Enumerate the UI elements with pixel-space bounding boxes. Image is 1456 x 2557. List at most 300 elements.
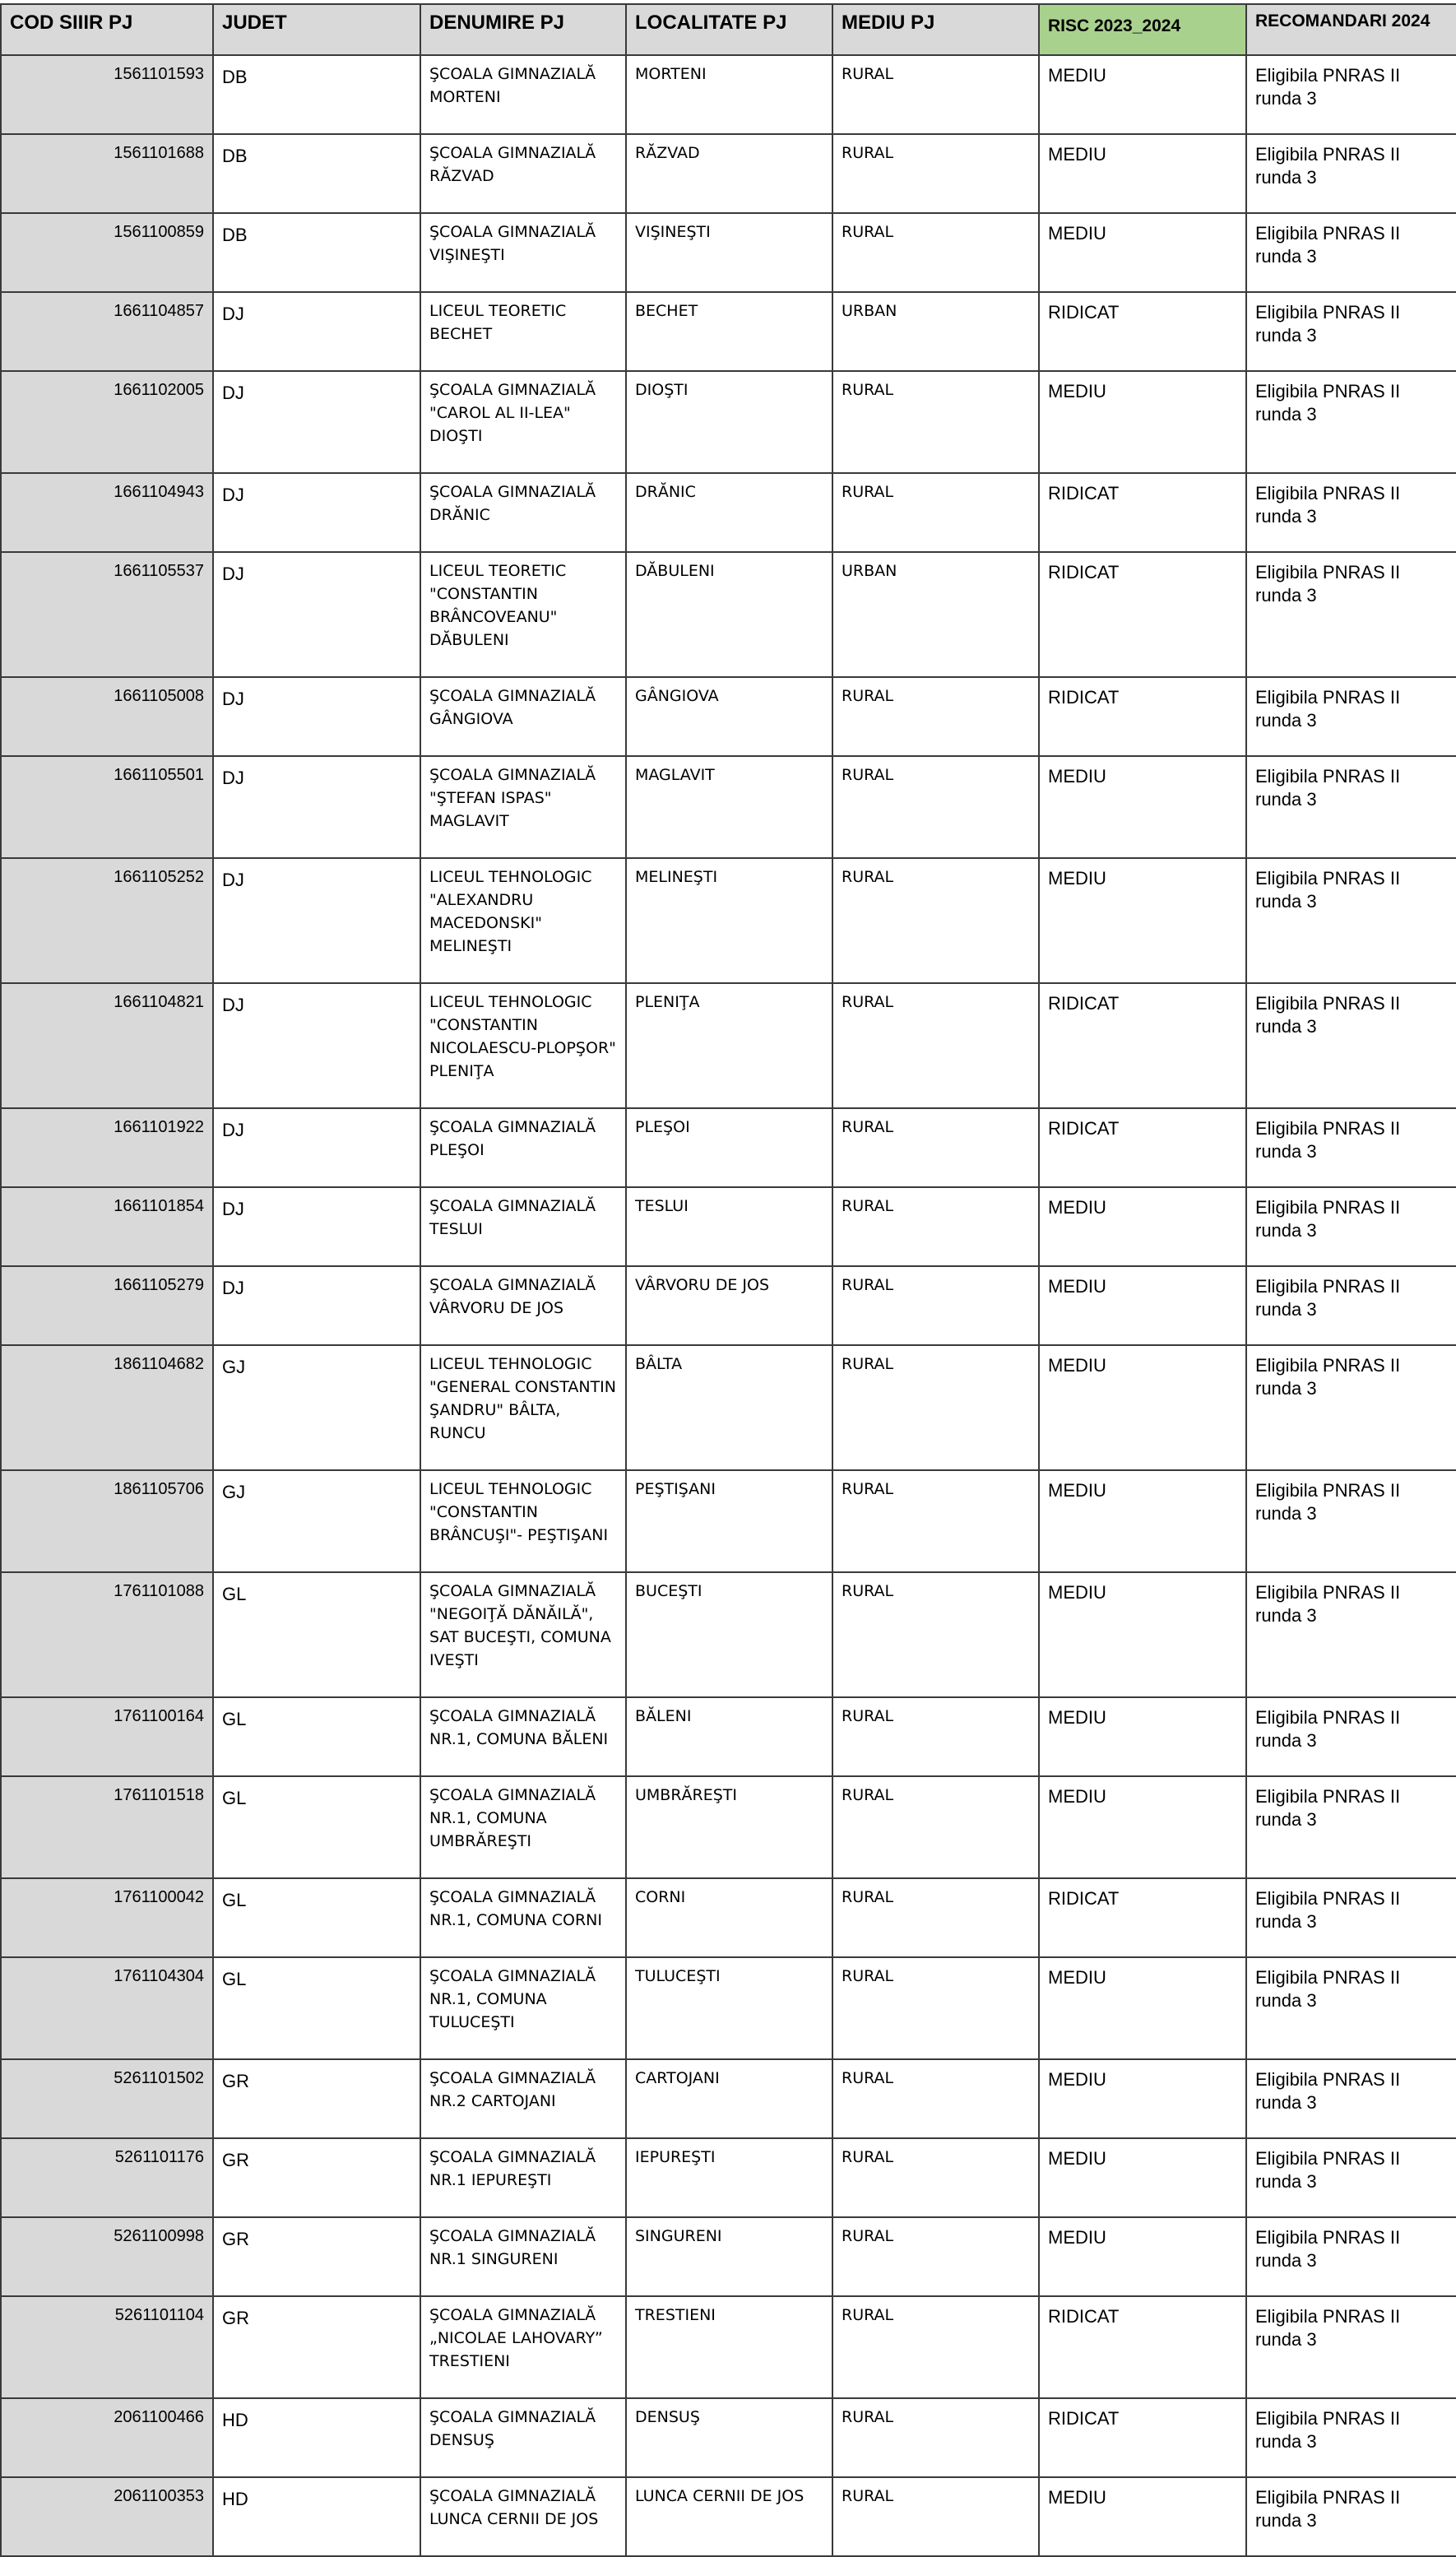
cell-denumire-line: "CAROL AL II-LEA" <box>429 404 571 422</box>
cell-risc <box>1039 213 1246 292</box>
cell-localitate <box>626 552 832 677</box>
cell-localitate <box>626 1187 832 1266</box>
cell-recomandari-line: runda 3 <box>1255 585 1317 606</box>
cell-denumire-line: ŞCOALA GIMNAZIALĂ <box>429 144 596 162</box>
cell-recomandari-line: Eligibila PNRAS II <box>1255 65 1401 86</box>
table-row <box>1 1187 1456 1266</box>
cell-denumire-line: „NICOLAE LAHOVARY” <box>429 2329 603 2347</box>
cell-mediu-line: RURAL <box>842 2487 894 2505</box>
cell-recomandari <box>1246 371 1456 473</box>
table-row <box>1 552 1456 677</box>
cell-recomandari-line: Eligibila PNRAS II <box>1255 993 1401 1014</box>
cell-localitate-line: MAGLAVIT <box>635 766 715 784</box>
table-row <box>1 292 1456 371</box>
cell-mediu-line: RURAL <box>842 868 894 886</box>
cell-mediu-line: RURAL <box>842 2306 894 2324</box>
cell-mediu-line: RURAL <box>842 1197 894 1215</box>
cell-recomandari-line: runda 3 <box>1255 1299 1317 1320</box>
cell-mediu-line: RURAL <box>842 65 894 83</box>
cell-recomandari-line: Eligibila PNRAS II <box>1255 1480 1401 1501</box>
cell-judet <box>213 1108 420 1187</box>
cell-judet-line: DJ <box>222 304 244 324</box>
cell-judet <box>213 1957 420 2059</box>
cell-risc-line: RIDICAT <box>1048 2306 1120 2327</box>
table-row <box>1 858 1456 983</box>
cell-denumire-line: ŞCOALA GIMNAZIALĂ <box>429 1118 596 1136</box>
cell-denumire <box>420 2217 626 2296</box>
header-row <box>1 4 1456 55</box>
cell-denumire-line: LICEUL TEHNOLOGIC <box>429 993 592 1011</box>
cell-mediu <box>832 1878 1039 1957</box>
cell-judet <box>213 292 420 371</box>
cell-risc <box>1039 2296 1246 2398</box>
cell-cod <box>1 2296 213 2398</box>
cell-cod-line: 1661104857 <box>114 302 204 320</box>
cell-denumire-line: NR.1, COMUNA <box>429 1990 547 2008</box>
cell-recomandari <box>1246 473 1456 552</box>
cell-denumire-line: ŞCOALA GIMNAZIALĂ <box>429 1967 596 1985</box>
cell-judet <box>213 213 420 292</box>
cell-denumire <box>420 473 626 552</box>
cell-recomandari-line: runda 3 <box>1255 789 1317 810</box>
cell-cod <box>1 213 213 292</box>
cell-cod <box>1 756 213 858</box>
cell-denumire-line: ŞCOALA GIMNAZIALĂ <box>429 381 596 399</box>
cell-cod <box>1 134 213 213</box>
cell-localitate-line: TULUCEŞTI <box>635 1967 721 1985</box>
cell-mediu <box>832 2477 1039 2556</box>
cell-mediu <box>832 2217 1039 2296</box>
cell-judet-line: HD <box>222 2410 248 2430</box>
table-row <box>1 2398 1456 2477</box>
cell-mediu-line: RURAL <box>842 1786 894 1804</box>
cell-recomandari <box>1246 1266 1456 1345</box>
cell-judet-line: GR <box>222 2308 249 2328</box>
cell-cod-line: 1761101518 <box>114 1786 204 1804</box>
cell-denumire <box>420 2477 626 2556</box>
cell-cod-line: 2061100353 <box>114 2487 204 2505</box>
cell-risc <box>1039 1266 1246 1345</box>
cell-localitate <box>626 983 832 1108</box>
cell-mediu <box>832 2138 1039 2217</box>
cell-denumire-line: ŞCOALA GIMNAZIALĂ <box>429 2306 596 2324</box>
cell-denumire-line: SAT BUCEŞTI, COMUNA <box>429 1628 611 1646</box>
cell-localitate-line: RĂZVAD <box>635 144 700 162</box>
cell-recomandari-line: Eligibila PNRAS II <box>1255 2306 1401 2327</box>
cell-denumire-line: MACEDONSKI" <box>429 914 542 932</box>
cell-denumire-line: ŞCOALA GIMNAZIALĂ <box>429 2408 596 2426</box>
cell-judet-line: GL <box>222 1788 247 1808</box>
cell-risc-line: MEDIU <box>1048 2069 1106 2090</box>
cell-judet-line: DJ <box>222 1278 244 1298</box>
cell-risc-line: MEDIU <box>1048 2487 1106 2508</box>
cell-localitate <box>626 2477 832 2556</box>
cell-recomandari-line: runda 3 <box>1255 2250 1317 2271</box>
cell-denumire-line: NICOLAESCU-PLOPŞOR" <box>429 1039 616 1057</box>
cell-recomandari-line: Eligibila PNRAS II <box>1255 1118 1401 1139</box>
cell-recomandari-line: Eligibila PNRAS II <box>1255 2408 1401 2429</box>
cell-recomandari-line: Eligibila PNRAS II <box>1255 766 1401 787</box>
cell-denumire-line: LICEUL TEHNOLOGIC <box>429 1355 592 1373</box>
cell-judet <box>213 1878 420 1957</box>
cell-denumire-line: ŞCOALA GIMNAZIALĂ <box>429 1888 596 1906</box>
cell-risc <box>1039 983 1246 1108</box>
cell-localitate <box>626 134 832 213</box>
cell-risc-line: MEDIU <box>1048 2148 1106 2169</box>
cell-recomandari-line: Eligibila PNRAS II <box>1255 1582 1401 1603</box>
table-row <box>1 1108 1456 1187</box>
cell-localitate-line: UMBRĂREŞTI <box>635 1786 738 1804</box>
cell-judet <box>213 55 420 134</box>
cell-recomandari-line: Eligibila PNRAS II <box>1255 1967 1401 1988</box>
cell-localitate-line: MORTENI <box>635 65 707 83</box>
cell-recomandari-line: runda 3 <box>1255 891 1317 912</box>
cell-denumire-line: "ALEXANDRU <box>429 891 534 909</box>
cell-mediu-line: URBAN <box>842 562 897 580</box>
table-row <box>1 1878 1456 1957</box>
cell-judet <box>213 1697 420 1776</box>
cell-risc <box>1039 1957 1246 2059</box>
cell-localitate-line: VÂRVORU DE JOS <box>635 1276 770 1294</box>
cell-mediu-line: RURAL <box>842 1967 894 1985</box>
cell-risc <box>1039 1878 1246 1957</box>
cell-denumire-line: BRÂNCOVEANU" <box>429 608 558 626</box>
cell-cod-line: 1661104943 <box>114 483 204 501</box>
cell-localitate-line: VIŞINEŞTI <box>635 223 711 241</box>
cell-recomandari-line: Eligibila PNRAS II <box>1255 1355 1401 1376</box>
table-row <box>1 2296 1456 2398</box>
cell-denumire-line: LUNCA CERNII DE JOS <box>429 2510 599 2528</box>
cell-denumire <box>420 1266 626 1345</box>
cell-localitate <box>626 1957 832 2059</box>
cell-mediu-line: RURAL <box>842 381 894 399</box>
cell-localitate <box>626 213 832 292</box>
table-row <box>1 213 1456 292</box>
cell-mediu <box>832 677 1039 756</box>
cell-risc-line: RIDICAT <box>1048 1118 1120 1139</box>
cell-recomandari-line: runda 3 <box>1255 1503 1317 1524</box>
table-row <box>1 2138 1456 2217</box>
cell-mediu <box>832 1266 1039 1345</box>
cell-recomandari-line: runda 3 <box>1255 1220 1317 1241</box>
cell-recomandari <box>1246 552 1456 677</box>
cell-denumire-line: "GENERAL CONSTANTIN <box>429 1378 616 1396</box>
cell-cod-line: 5261100998 <box>114 2227 204 2245</box>
cell-denumire-line: ŞCOALA GIMNAZIALĂ <box>429 1582 596 1600</box>
cell-judet-line: DJ <box>222 870 244 890</box>
cell-mediu-line: RURAL <box>842 1707 894 1725</box>
cell-denumire <box>420 677 626 756</box>
cell-mediu-line: RURAL <box>842 483 894 501</box>
cell-denumire-line: DRĂNIC <box>429 506 490 524</box>
cell-cod-line: 1661101854 <box>114 1197 204 1215</box>
cell-judet-line: GR <box>222 2150 249 2170</box>
cell-localitate <box>626 756 832 858</box>
cell-recomandari-line: Eligibila PNRAS II <box>1255 1786 1401 1807</box>
cell-mediu <box>832 1957 1039 2059</box>
cell-denumire-line: ŞCOALA GIMNAZIALĂ <box>429 1786 596 1804</box>
cell-recomandari-line: runda 3 <box>1255 710 1317 731</box>
cell-recomandari <box>1246 292 1456 371</box>
schools-table <box>0 3 1456 2557</box>
cell-risc-line: MEDIU <box>1048 144 1106 165</box>
cell-risc <box>1039 2398 1246 2477</box>
cell-mediu <box>832 2296 1039 2398</box>
cell-cod-line: 1661105008 <box>114 687 204 705</box>
cell-localitate-line: PEŞTIŞANI <box>635 1480 716 1498</box>
cell-denumire-line: VIŞINEŞTI <box>429 246 505 264</box>
cell-judet <box>213 2296 420 2398</box>
cell-cod <box>1 473 213 552</box>
cell-mediu <box>832 1776 1039 1878</box>
cell-recomandari <box>1246 1776 1456 1878</box>
cell-denumire-line: NR.1 SINGURENI <box>429 2250 559 2268</box>
cell-localitate <box>626 1697 832 1776</box>
cell-mediu-line: RURAL <box>842 1118 894 1136</box>
cell-risc <box>1039 2477 1246 2556</box>
cell-judet-line: GL <box>222 1709 247 1729</box>
cell-recomandari <box>1246 2138 1456 2217</box>
cell-denumire-line: GÂNGIOVA <box>429 710 513 728</box>
cell-judet <box>213 1776 420 1878</box>
cell-localitate-line: PLEŞOI <box>635 1118 690 1136</box>
cell-denumire <box>420 1776 626 1878</box>
cell-localitate <box>626 292 832 371</box>
cell-localitate-line: CORNI <box>635 1888 686 1906</box>
cell-judet-line: GL <box>222 1969 247 1989</box>
cell-risc-line: MEDIU <box>1048 1276 1106 1297</box>
cell-recomandari-line: runda 3 <box>1255 246 1317 267</box>
cell-mediu-line: RURAL <box>842 1582 894 1600</box>
cell-mediu-line: URBAN <box>842 302 897 320</box>
cell-cod-line: 1761104304 <box>114 1967 204 1985</box>
cell-mediu <box>832 552 1039 677</box>
cell-denumire <box>420 371 626 473</box>
cell-cod-line: 1661105279 <box>114 1276 204 1294</box>
cell-cod <box>1 1957 213 2059</box>
cell-recomandari-line: Eligibila PNRAS II <box>1255 1276 1401 1297</box>
cell-cod <box>1 677 213 756</box>
cell-recomandari-line: runda 3 <box>1255 2431 1317 2452</box>
header-denumire: DENUMIRE PJ <box>420 4 626 55</box>
cell-recomandari <box>1246 2296 1456 2398</box>
cell-mediu <box>832 858 1039 983</box>
cell-risc-line: MEDIU <box>1048 1786 1106 1807</box>
cell-localitate <box>626 858 832 983</box>
cell-denumire-line: ŞCOALA GIMNAZIALĂ <box>429 1707 596 1725</box>
cell-judet-line: GR <box>222 2071 249 2091</box>
cell-mediu-line: RURAL <box>842 687 894 705</box>
cell-cod <box>1 2477 213 2556</box>
cell-recomandari <box>1246 2477 1456 2556</box>
cell-judet-line: DJ <box>222 564 244 584</box>
cell-recomandari-line: runda 3 <box>1255 1730 1317 1751</box>
cell-mediu <box>832 1345 1039 1470</box>
cell-denumire-line: TRESTIENI <box>429 2352 510 2370</box>
cell-risc-line: MEDIU <box>1048 766 1106 787</box>
cell-denumire-line: UMBRĂREŞTI <box>429 1832 532 1850</box>
cell-mediu-line: RURAL <box>842 2408 894 2426</box>
cell-localitate <box>626 1266 832 1345</box>
cell-judet-line: DJ <box>222 485 244 505</box>
cell-localitate <box>626 1345 832 1470</box>
cell-recomandari <box>1246 1187 1456 1266</box>
table-row <box>1 1470 1456 1572</box>
cell-cod-line: 1661104821 <box>114 993 204 1011</box>
cell-risc-line: RIDICAT <box>1048 687 1120 708</box>
cell-recomandari-line: runda 3 <box>1255 2092 1317 2113</box>
cell-denumire-line: MAGLAVIT <box>429 812 509 830</box>
cell-risc <box>1039 1108 1246 1187</box>
cell-recomandari <box>1246 2398 1456 2477</box>
header-judet: JUDET <box>213 4 420 55</box>
cell-mediu-line: RURAL <box>842 1355 894 1373</box>
cell-judet-line: HD <box>222 2489 248 2509</box>
cell-judet-line: GR <box>222 2229 249 2249</box>
cell-mediu-line: RURAL <box>842 766 894 784</box>
cell-denumire-line: ŞCOALA GIMNAZIALĂ <box>429 2148 596 2166</box>
cell-cod-line: 5261101104 <box>114 2306 204 2324</box>
cell-recomandari-line: runda 3 <box>1255 1605 1317 1626</box>
cell-risc <box>1039 1572 1246 1697</box>
cell-denumire-line: ŞCOALA GIMNAZIALĂ <box>429 1276 596 1294</box>
cell-localitate-line: TRESTIENI <box>635 2306 716 2324</box>
cell-risc <box>1039 1776 1246 1878</box>
cell-recomandari-line: Eligibila PNRAS II <box>1255 483 1401 504</box>
cell-mediu-line: RURAL <box>842 2069 894 2087</box>
cell-localitate-line: BÂLTA <box>635 1355 683 1373</box>
cell-denumire <box>420 1470 626 1572</box>
cell-denumire <box>420 213 626 292</box>
cell-mediu <box>832 134 1039 213</box>
cell-risc-line: RIDICAT <box>1048 993 1120 1014</box>
cell-denumire <box>420 1345 626 1470</box>
cell-localitate <box>626 1108 832 1187</box>
cell-denumire-line: RUNCU <box>429 1424 486 1442</box>
cell-mediu <box>832 983 1039 1108</box>
cell-localitate-line: TESLUI <box>635 1197 689 1215</box>
cell-recomandari-line: runda 3 <box>1255 404 1317 425</box>
cell-denumire-line: ŞCOALA GIMNAZIALĂ <box>429 766 596 784</box>
cell-recomandari-line: runda 3 <box>1255 1378 1317 1399</box>
cell-risc-line: MEDIU <box>1048 1707 1106 1728</box>
cell-risc <box>1039 552 1246 677</box>
header-risc: RISC 2023_2024 <box>1039 4 1246 55</box>
cell-recomandari <box>1246 756 1456 858</box>
cell-judet <box>213 1187 420 1266</box>
cell-mediu-line: RURAL <box>842 1888 894 1906</box>
cell-judet <box>213 677 420 756</box>
cell-recomandari-line: Eligibila PNRAS II <box>1255 1707 1401 1728</box>
cell-denumire <box>420 2296 626 2398</box>
cell-recomandari <box>1246 1957 1456 2059</box>
cell-mediu-line: RURAL <box>842 1276 894 1294</box>
cell-localitate-line: GÂNGIOVA <box>635 687 719 705</box>
cell-recomandari <box>1246 55 1456 134</box>
cell-recomandari <box>1246 1572 1456 1697</box>
cell-mediu-line: RURAL <box>842 2148 894 2166</box>
cell-denumire-line: ŞCOALA GIMNAZIALĂ <box>429 223 596 241</box>
cell-denumire <box>420 1572 626 1697</box>
cell-cod <box>1 1878 213 1957</box>
cell-recomandari <box>1246 2059 1456 2138</box>
cell-cod-line: 5261101176 <box>114 2148 204 2166</box>
cell-judet-line: GL <box>222 1890 247 1910</box>
cell-localitate <box>626 1878 832 1957</box>
table-row <box>1 55 1456 134</box>
cell-localitate <box>626 1572 832 1697</box>
cell-denumire-line: IVEŞTI <box>429 1651 479 1669</box>
cell-mediu-line: RURAL <box>842 993 894 1011</box>
cell-recomandari-line: Eligibila PNRAS II <box>1255 2069 1401 2090</box>
cell-recomandari-line: runda 3 <box>1255 325 1317 346</box>
cell-recomandari-line: runda 3 <box>1255 2171 1317 2192</box>
cell-denumire-line: DĂBULENI <box>429 631 509 649</box>
cell-risc-line: RIDICAT <box>1048 562 1120 582</box>
cell-recomandari-line: runda 3 <box>1255 1911 1317 1932</box>
cell-recomandari-line: runda 3 <box>1255 88 1317 109</box>
cell-denumire <box>420 552 626 677</box>
cell-denumire-line: LICEUL TEORETIC <box>429 302 567 320</box>
cell-risc <box>1039 371 1246 473</box>
cell-cod <box>1 292 213 371</box>
cell-cod <box>1 552 213 677</box>
cell-cod <box>1 1266 213 1345</box>
cell-denumire-line: BRÂNCUŞI"- PEŞTIŞANI <box>429 1526 609 1544</box>
cell-denumire-line: "CONSTANTIN <box>429 1503 538 1521</box>
table-row <box>1 677 1456 756</box>
table-row <box>1 1345 1456 1470</box>
cell-recomandari-line: Eligibila PNRAS II <box>1255 868 1401 889</box>
cell-mediu <box>832 473 1039 552</box>
cell-mediu-line: RURAL <box>842 223 894 241</box>
cell-risc <box>1039 292 1246 371</box>
table-row <box>1 1957 1456 2059</box>
cell-denumire-line: PLENIŢA <box>429 1062 494 1080</box>
cell-recomandari <box>1246 2217 1456 2296</box>
cell-judet-line: DB <box>222 67 248 87</box>
cell-recomandari-line: runda 3 <box>1255 2510 1317 2531</box>
cell-judet <box>213 134 420 213</box>
cell-cod <box>1 1470 213 1572</box>
cell-recomandari <box>1246 1697 1456 1776</box>
cell-judet <box>213 473 420 552</box>
cell-denumire-line: ŞANDRU" BÂLTA, <box>429 1401 561 1419</box>
cell-judet <box>213 756 420 858</box>
cell-denumire-line: ŞCOALA GIMNAZIALĂ <box>429 483 596 501</box>
table-body <box>1 55 1456 2556</box>
cell-localitate-line: DENSUŞ <box>635 2408 700 2426</box>
cell-recomandari-line: runda 3 <box>1255 167 1317 188</box>
cell-judet <box>213 552 420 677</box>
cell-recomandari-line: runda 3 <box>1255 1809 1317 1830</box>
cell-risc <box>1039 1697 1246 1776</box>
cell-denumire-line: "CONSTANTIN <box>429 1016 538 1034</box>
cell-denumire-line: NR.1 IEPUREŞTI <box>429 2171 552 2189</box>
cell-judet <box>213 2059 420 2138</box>
cell-cod <box>1 2217 213 2296</box>
cell-localitate <box>626 1776 832 1878</box>
table-row <box>1 1572 1456 1697</box>
cell-denumire-line: VÂRVORU DE JOS <box>429 1299 564 1317</box>
cell-localitate <box>626 2296 832 2398</box>
cell-denumire-line: NR.1, COMUNA BĂLENI <box>429 1730 609 1748</box>
cell-risc-line: RIDICAT <box>1048 483 1120 504</box>
cell-cod-line: 1661105252 <box>114 868 204 886</box>
cell-denumire <box>420 292 626 371</box>
cell-denumire-line: "ŞTEFAN ISPAS" <box>429 789 552 807</box>
cell-cod <box>1 858 213 983</box>
